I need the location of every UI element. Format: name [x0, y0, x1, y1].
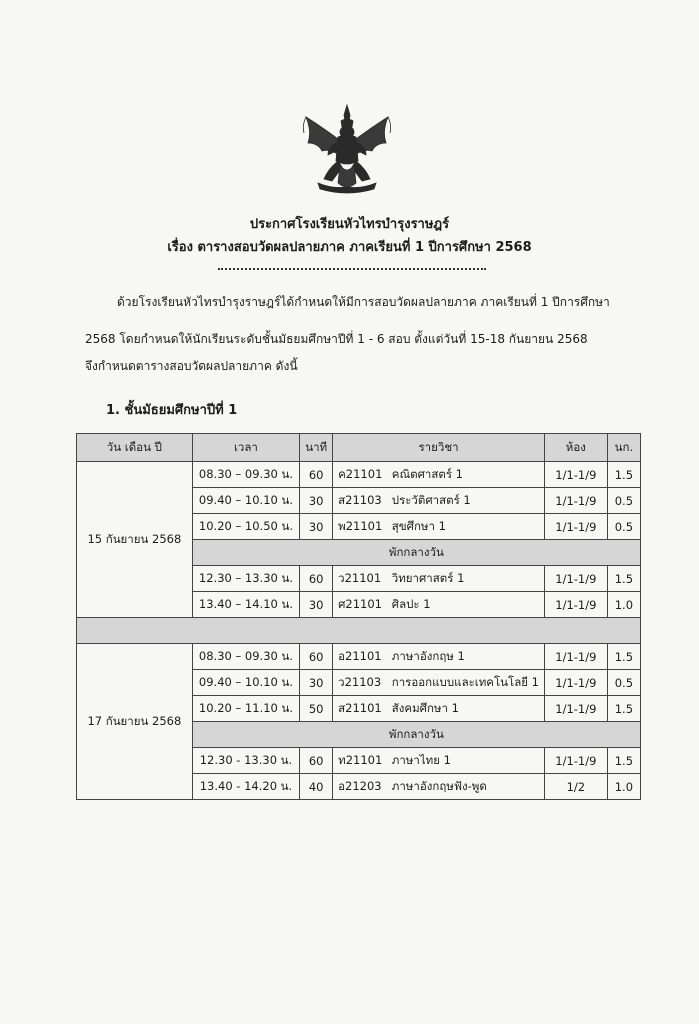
table-row — [77, 644, 641, 670]
exam-time: 13.40 - 14.20 น. — [192, 774, 299, 800]
exam-room: 1/1-1/9 — [544, 748, 607, 774]
header-minutes: นาที — [300, 434, 333, 462]
section-heading: 1. ชั้นมัธยมศึกษาปีที่ 1 — [106, 403, 238, 418]
intro-line-3: จึงกำหนดตารางสอบวัดผลปลายภาค ดังนี้ — [85, 359, 298, 373]
header-room: ห้อง — [544, 434, 607, 462]
exam-room: 1/1-1/9 — [544, 462, 607, 488]
day-separator-row — [77, 618, 641, 644]
exam-room: 1/2 — [544, 774, 607, 800]
exam-credit: 0.5 — [607, 488, 640, 514]
exam-time: 10.20 – 11.10 น. — [192, 696, 299, 722]
header-time: เวลา — [192, 434, 299, 462]
exam-credit: 0.5 — [607, 514, 640, 540]
day-separator — [77, 618, 641, 644]
exam-subject — [333, 670, 545, 696]
exam-minutes: 30 — [300, 670, 333, 696]
exam-credit: 1.5 — [607, 566, 640, 592]
exam-minutes: 50 — [300, 696, 333, 722]
exam-subject — [333, 488, 545, 514]
subject-name: ภาษาอังกฤษ 1 — [391, 648, 465, 663]
exam-time: 09.40 – 10.10 น. — [192, 488, 299, 514]
subject-code: พ21101 — [338, 518, 383, 533]
exam-credit: 1.0 — [607, 774, 640, 800]
intro-line-2: 2568 โดยกำหนดให้นักเรียนระดับชั้นมัธยมศึกษาปีที่ 1 - 6 สอบ ตั้งแต่วันที่ 15-18 กันยายน 2568 — [85, 332, 588, 346]
exam-room: 1/1-1/9 — [544, 670, 607, 696]
exam-minutes: 40 — [300, 774, 333, 800]
exam-date: 17 กันยายน 2568 — [77, 644, 193, 800]
subject-name: การออกแบบและเทคโนโลยี 1 — [391, 674, 539, 689]
exam-subject — [333, 514, 545, 540]
exam-date: 15 กันยายน 2568 — [77, 462, 193, 618]
exam-time: 13.40 – 14.10 น. — [192, 592, 299, 618]
exam-credit: 1.0 — [607, 592, 640, 618]
lunch-break-label: พักกลางวัน — [192, 722, 640, 748]
subject-code: ว21101 — [338, 570, 382, 585]
exam-time: 10.20 – 10.50 น. — [192, 514, 299, 540]
exam-subject — [333, 566, 545, 592]
exam-room: 1/1-1/9 — [544, 566, 607, 592]
exam-time: 12.30 – 13.30 น. — [192, 566, 299, 592]
exam-room: 1/1-1/9 — [544, 644, 607, 670]
exam-room: 1/1-1/9 — [544, 488, 607, 514]
exam-room: 1/1-1/9 — [544, 696, 607, 722]
subject-name: ภาษาอังกฤษฟัง-พูด — [391, 778, 487, 793]
exam-subject — [333, 592, 545, 618]
exam-credit: 1.5 — [607, 644, 640, 670]
subject-code: ท21101 — [338, 752, 383, 767]
exam-minutes: 60 — [300, 566, 333, 592]
header-credit: นก. — [607, 434, 640, 462]
subject-name: ประวัติศาสตร์ 1 — [391, 492, 471, 507]
exam-subject — [333, 696, 545, 722]
exam-schedule-table — [76, 433, 641, 800]
subject-name: คณิตศาสตร์ 1 — [391, 466, 463, 481]
exam-subject — [333, 644, 545, 670]
subject-code: ศ21101 — [338, 596, 382, 611]
exam-minutes: 30 — [300, 488, 333, 514]
subject-code: ส21103 — [338, 492, 382, 507]
header-subject: รายวิชา — [333, 434, 545, 462]
announcement-subject: เรื่อง ตารางสอบวัดผลปลายภาค ภาคเรียนที่ 1 ปีการศึกษา 2568 — [167, 240, 532, 255]
exam-time: 12.30 - 13.30 น. — [192, 748, 299, 774]
subject-code: ค21101 — [338, 466, 383, 481]
subject-code: อ21101 — [338, 648, 382, 663]
exam-minutes: 60 — [300, 462, 333, 488]
exam-credit: 1.5 — [607, 462, 640, 488]
subject-code: ว21103 — [338, 674, 382, 689]
subject-name: ภาษาไทย 1 — [391, 752, 451, 767]
intro-line-1: ด้วยโรงเรียนหัวไทรบำรุงราษฎร์ได้กำหนดให้มีการสอบวัดผลปลายภาค ภาคเรียนที่ 1 ปีการศึกษา — [117, 295, 610, 309]
exam-subject — [333, 774, 545, 800]
subject-name: ศิลปะ 1 — [391, 596, 431, 611]
subject-name: สุขศึกษา 1 — [391, 518, 446, 533]
subject-code: ส21101 — [338, 700, 382, 715]
exam-time: 08.30 – 09.30 น. — [192, 462, 299, 488]
lunch-break-label: พักกลางวัน — [192, 540, 640, 566]
exam-room: 1/1-1/9 — [544, 592, 607, 618]
exam-subject — [333, 748, 545, 774]
exam-room: 1/1-1/9 — [544, 514, 607, 540]
garuda-emblem-icon — [298, 103, 396, 199]
exam-minutes: 30 — [300, 592, 333, 618]
exam-credit: 1.5 — [607, 748, 640, 774]
dotted-divider — [218, 268, 486, 270]
subject-code: อ21203 — [338, 778, 382, 793]
exam-subject — [333, 462, 545, 488]
subject-name: วิทยาศาสตร์ 1 — [391, 570, 465, 585]
subject-name: สังคมศึกษา 1 — [391, 700, 459, 715]
exam-minutes: 30 — [300, 514, 333, 540]
exam-time: 08.30 – 09.30 น. — [192, 644, 299, 670]
announcement-title: ประกาศโรงเรียนหัวไทรบำรุงราษฎร์ — [249, 217, 450, 232]
header-date: วัน เดือน ปี — [77, 434, 193, 462]
exam-credit: 0.5 — [607, 670, 640, 696]
exam-time: 09.40 – 10.10 น. — [192, 670, 299, 696]
exam-minutes: 60 — [300, 748, 333, 774]
table-row — [77, 462, 641, 488]
table-header-row — [77, 434, 641, 462]
exam-minutes: 60 — [300, 644, 333, 670]
exam-credit: 1.5 — [607, 696, 640, 722]
